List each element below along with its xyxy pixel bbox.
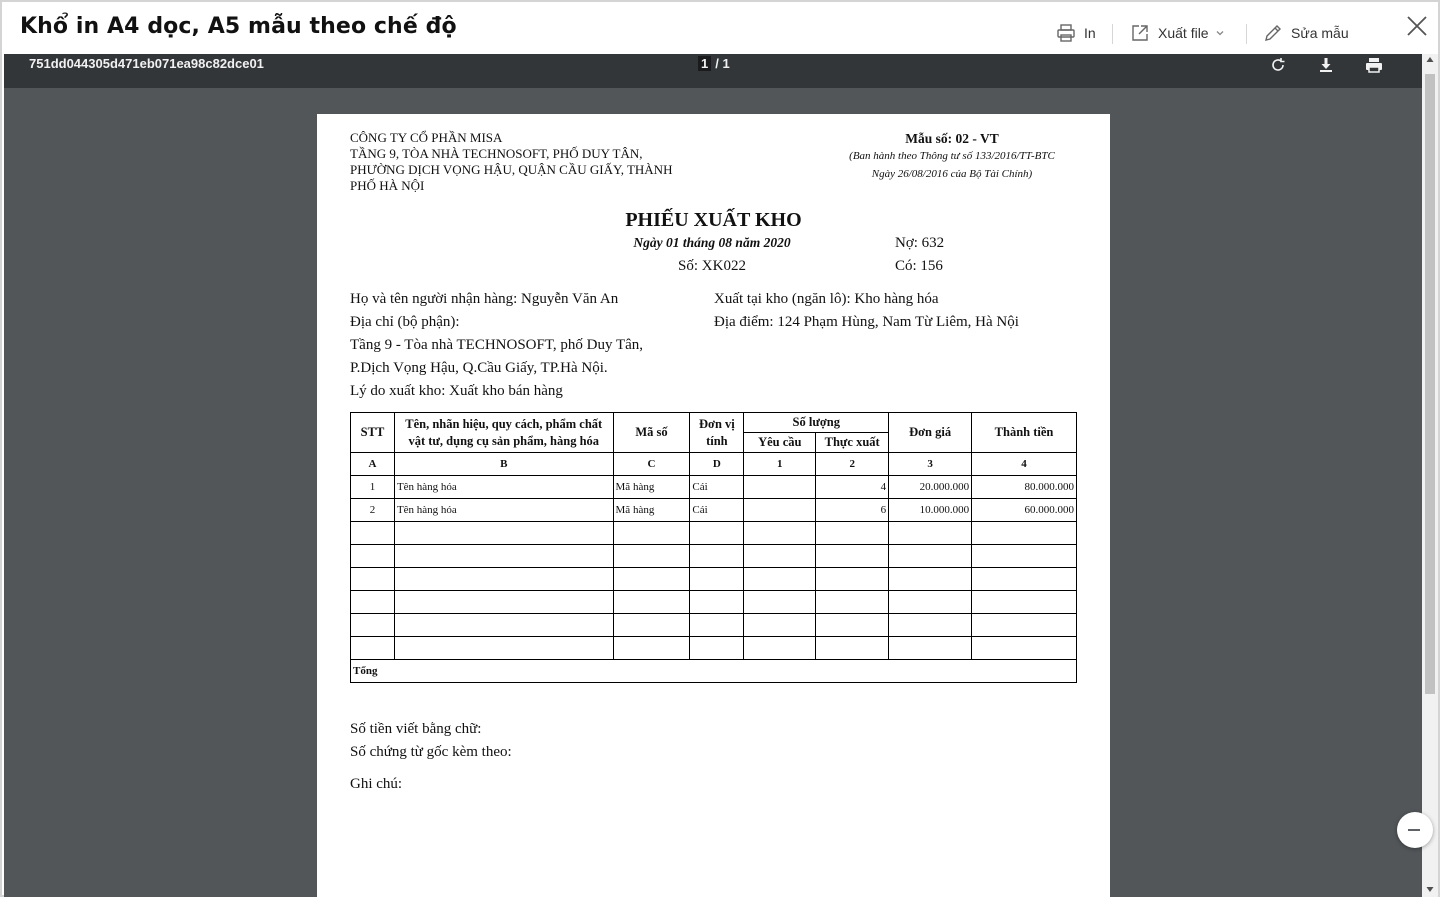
header-actual-qty: Thực xuất [816, 433, 889, 453]
header-quantity: Số lượng [744, 413, 889, 433]
column-code: B [394, 453, 613, 476]
row-actual-qty: 4 [816, 476, 889, 499]
pdf-print-button[interactable] [1364, 55, 1384, 75]
column-code: 4 [972, 453, 1077, 476]
company-address-line: PHỐ HÀ NỘI [350, 178, 425, 193]
dialog-header [2, 2, 1438, 54]
download-icon [1316, 55, 1336, 75]
form-info [817, 131, 1087, 183]
company-address-line: TẦNG 9, TÒA NHÀ TECHNOSOFT, PHỐ DUY TÂN, [350, 146, 643, 161]
form-legal-date: Ngày 26/08/2016 của Bộ Tài Chính) [871, 168, 1033, 180]
receiver-name: Họ và tên người nhận hàng: Nguyễn Văn An [350, 291, 619, 307]
row-item-code: Mã hàng [613, 499, 690, 522]
pencil-icon [1263, 23, 1283, 43]
edit-template-label: Sửa mẫu [1291, 25, 1349, 41]
column-code: 2 [816, 453, 889, 476]
vertical-scrollbar[interactable] [1422, 54, 1438, 897]
amount-in-words: Số tiền viết bằng chữ: [350, 721, 482, 737]
divider [1112, 24, 1113, 44]
chevron-down-icon [1215, 28, 1225, 38]
download-button[interactable] [1316, 55, 1336, 75]
print-label: In [1084, 25, 1096, 41]
address-line: Tầng 9 - Tòa nhà TECHNOSOFT, phố Duy Tân, [350, 337, 644, 353]
export-file-button[interactable] [1130, 20, 1233, 46]
rotate-icon [1268, 55, 1288, 75]
empty-row [351, 637, 1077, 660]
dialog-title: Khổ in A4 dọc, A5 mẫu theo chế độ [20, 14, 457, 39]
warehouse-info [714, 288, 1094, 334]
row-stt: 2 [351, 499, 395, 522]
credit-account: Có: 156 [895, 258, 943, 274]
row-unit: Cái [690, 476, 744, 499]
printer-icon [1056, 23, 1076, 43]
form-code: Mẫu số: 02 - VT [905, 131, 999, 146]
printer-icon [1364, 55, 1384, 75]
header-amount: Thành tiền [972, 413, 1077, 453]
debit-account: Nợ: 632 [895, 235, 945, 251]
row-requested-qty [744, 499, 816, 522]
company-address-line: PHƯỜNG DỊCH VỌNG HẬU, QUẬN CẦU GIẤY, THÀNH [350, 162, 673, 177]
column-code-row [351, 453, 1077, 476]
header-item-name: Tên, nhãn hiệu, quy cách, phẩm chất vật tư, dụng cụ sản phẩm, hàng hóa [394, 413, 613, 453]
print-button[interactable] [1056, 20, 1096, 46]
zoom-out-button[interactable] [1397, 812, 1433, 848]
row-item-name: Tên hàng hóa [394, 476, 613, 499]
empty-row [351, 614, 1077, 637]
pdf-toolbar [4, 54, 1422, 88]
close-icon [1403, 12, 1431, 40]
header-stt: STT [351, 413, 395, 453]
warehouse-name: Xuất tại kho (ngăn lô): Kho hàng hóa [714, 291, 939, 307]
company-name: CÔNG TY CỔ PHẦN MISA [350, 130, 503, 145]
document-number: Số: XK022 [678, 258, 746, 274]
export-icon [1130, 23, 1150, 43]
page-total: / 1 [715, 56, 730, 71]
empty-row [351, 568, 1077, 591]
export-label: Xuất file [1158, 25, 1209, 41]
company-info [350, 130, 700, 194]
empty-row [351, 591, 1077, 614]
document-page [317, 114, 1110, 897]
items-table [350, 412, 1077, 683]
note-label: Ghi chú: [350, 776, 403, 792]
document-title: PHIẾU XUẤT KHO [625, 209, 802, 231]
attached-documents: Số chứng từ gốc kèm theo: [350, 744, 512, 760]
document-id: 751dd044305d471eb071ea98c82dce01 [29, 56, 264, 71]
row-unit: Cái [690, 499, 744, 522]
scroll-down-arrow-icon[interactable] [1426, 885, 1434, 893]
page-current-input[interactable]: 1 [698, 56, 711, 71]
total-label: Tổng [351, 660, 1077, 683]
column-code: A [351, 453, 395, 476]
row-unit-price: 20.000.000 [889, 476, 972, 499]
header-unit: Đơn vị tính [690, 413, 744, 453]
header-requested-qty: Yêu cầu [744, 433, 816, 453]
table-row [351, 476, 1077, 499]
row-unit-price: 10.000.000 [889, 499, 972, 522]
row-item-code: Mã hàng [613, 476, 690, 499]
header-unit-price: Đơn giá [889, 413, 972, 453]
column-code: 3 [889, 453, 972, 476]
scrollbar-thumb[interactable] [1425, 74, 1435, 694]
receiver-info [350, 288, 690, 403]
divider [1246, 24, 1247, 44]
row-actual-qty: 6 [816, 499, 889, 522]
row-amount: 60.000.000 [972, 499, 1077, 522]
row-item-name: Tên hàng hóa [394, 499, 613, 522]
minus-icon [1408, 829, 1420, 831]
table-row [351, 499, 1077, 522]
form-legal-basis: (Ban hành theo Thông tư số 133/2016/TT-BTC [849, 150, 1055, 162]
rotate-button[interactable] [1268, 55, 1288, 75]
edit-template-button[interactable] [1263, 20, 1349, 46]
empty-row [351, 545, 1077, 568]
warehouse-location: Địa điểm: 124 Phạm Hùng, Nam Từ Liêm, Hà Nội [714, 314, 1019, 330]
pdf-viewer [4, 54, 1422, 897]
column-code: C [613, 453, 690, 476]
row-amount: 80.000.000 [972, 476, 1077, 499]
row-requested-qty [744, 476, 816, 499]
table-header-row [351, 413, 1077, 433]
column-code: D [690, 453, 744, 476]
header-item-code: Mã số [613, 413, 690, 453]
scroll-up-arrow-icon[interactable] [1426, 56, 1434, 64]
close-button[interactable] [1403, 12, 1431, 40]
total-row [351, 660, 1077, 683]
address-label: Địa chỉ (bộ phận): [350, 314, 460, 330]
document-date: Ngày 01 tháng 08 năm 2020 [633, 235, 791, 250]
empty-row [351, 522, 1077, 545]
export-reason: Lý do xuất kho: Xuất kho bán hàng [350, 383, 563, 399]
address-line: P.Dịch Vọng Hậu, Q.Cầu Giấy, TP.Hà Nội. [350, 360, 608, 376]
row-stt: 1 [351, 476, 395, 499]
column-code: 1 [744, 453, 816, 476]
page-indicator [698, 56, 730, 71]
